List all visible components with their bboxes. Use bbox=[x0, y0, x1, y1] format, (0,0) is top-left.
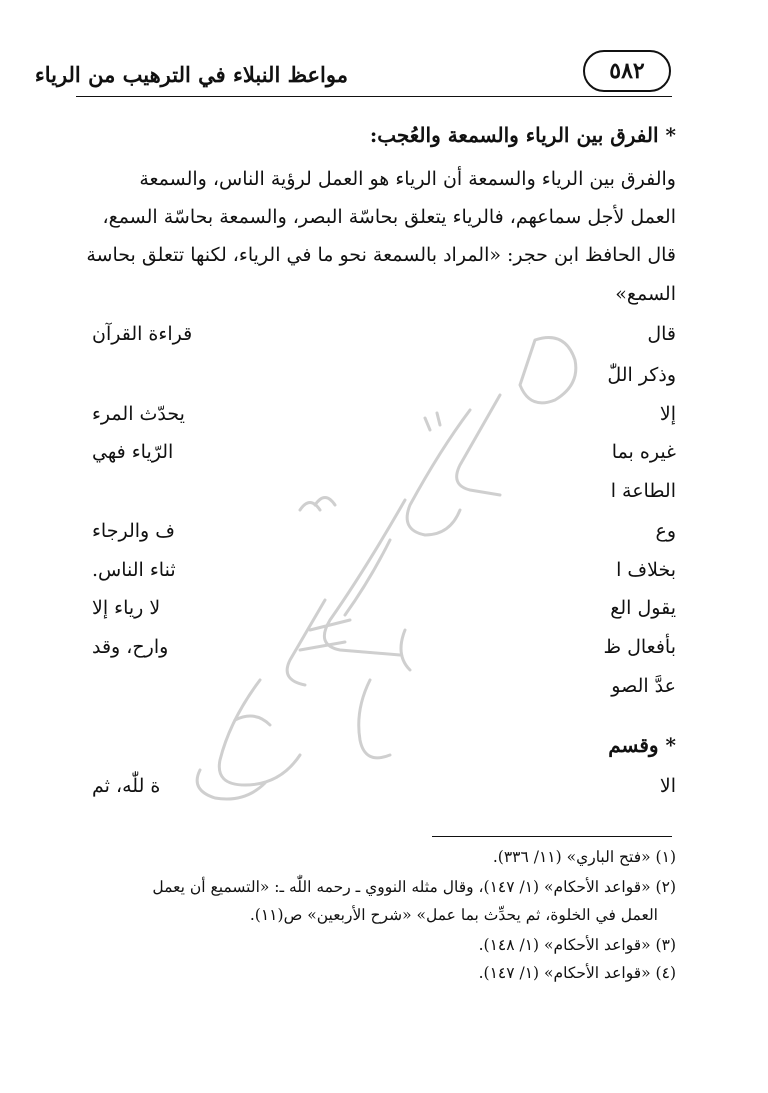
partial-line-1-left: قراءة القرآن bbox=[92, 323, 193, 345]
section-heading-division: * وقسم bbox=[608, 733, 676, 757]
partial-line-10-right: عدَّ الصو bbox=[611, 675, 676, 697]
partial-line-8-right: يقول الع bbox=[610, 597, 676, 619]
footnote-4: (٤) «قواعد الأحكام» (١/ ١٤٧). bbox=[478, 964, 676, 982]
partial-line-3-left: يحدّث المرء bbox=[92, 403, 185, 425]
footnote-2: (٢) «قواعد الأحكام» (١/ ١٤٧)، وقال مثله النووي ـ رحمه اللّٰه ـ: «التسميع أن يعمل bbox=[152, 878, 676, 896]
partial-line-7-left: ثناء الناس. bbox=[92, 559, 176, 581]
partial-line-9-right: بأفعال ظ bbox=[603, 636, 676, 658]
partial-line-6-right: وع bbox=[655, 520, 676, 542]
footnote-3: (٣) «قواعد الأحكام» (١/ ١٤٨). bbox=[478, 936, 676, 954]
page-number-badge bbox=[583, 50, 671, 92]
waqf-watermark bbox=[140, 300, 660, 820]
partial-line-4-left: الرّياء فهي bbox=[92, 441, 174, 463]
partial-line-1-right: قال bbox=[647, 323, 676, 345]
body-line-4: السمع» bbox=[615, 283, 676, 305]
partial-line-6-left: ف والرجاء bbox=[92, 520, 175, 542]
section2-line-right: الا bbox=[659, 775, 676, 797]
page-number: ٥٨٢ bbox=[609, 58, 645, 84]
footnote-2-continuation: العمل في الخلوة، ثم يحدِّث بما عمل» «شرح الأربعين» ص(١١). bbox=[249, 906, 658, 924]
running-header-title: مواعظ النبلاء في الترهيب من الرياء bbox=[34, 62, 348, 87]
partial-line-2-right: وذكر اللّٰ bbox=[607, 364, 676, 386]
header-rule bbox=[76, 96, 672, 97]
partial-line-5-right: الطاعة ا bbox=[610, 480, 676, 502]
footnote-rule bbox=[432, 836, 672, 837]
partial-line-4-right: غيره بما bbox=[611, 441, 676, 463]
body-line-3: قال الحافظ ابن حجر: «المراد بالسمعة نحو ما في الرياء، لكنها تتعلق بحاسة bbox=[86, 244, 676, 266]
body-line-2: العمل لأجل سماعهم، فالرياء يتعلق بحاسّة البصر، والسمعة بحاسّة السمع، bbox=[102, 206, 676, 228]
partial-line-3-right: إلا bbox=[659, 403, 676, 425]
partial-line-9-left: وارح، وقد bbox=[92, 636, 169, 658]
section-heading-difference: * الفرق بين الرياء والسمعة والعُجب: bbox=[369, 123, 676, 147]
partial-line-8-left: لا رياء إلا bbox=[92, 597, 161, 619]
footnote-1: (١) «فتح الباري» (١١/ ٣٣٦). bbox=[492, 848, 676, 866]
partial-line-7-right: بخلاف ا bbox=[616, 559, 676, 581]
section2-line-left: ة للّٰه، ثم bbox=[92, 775, 161, 797]
body-line-1: والفرق بين الرياء والسمعة أن الرياء هو العمل لرؤية الناس، والسمعة bbox=[139, 168, 676, 190]
